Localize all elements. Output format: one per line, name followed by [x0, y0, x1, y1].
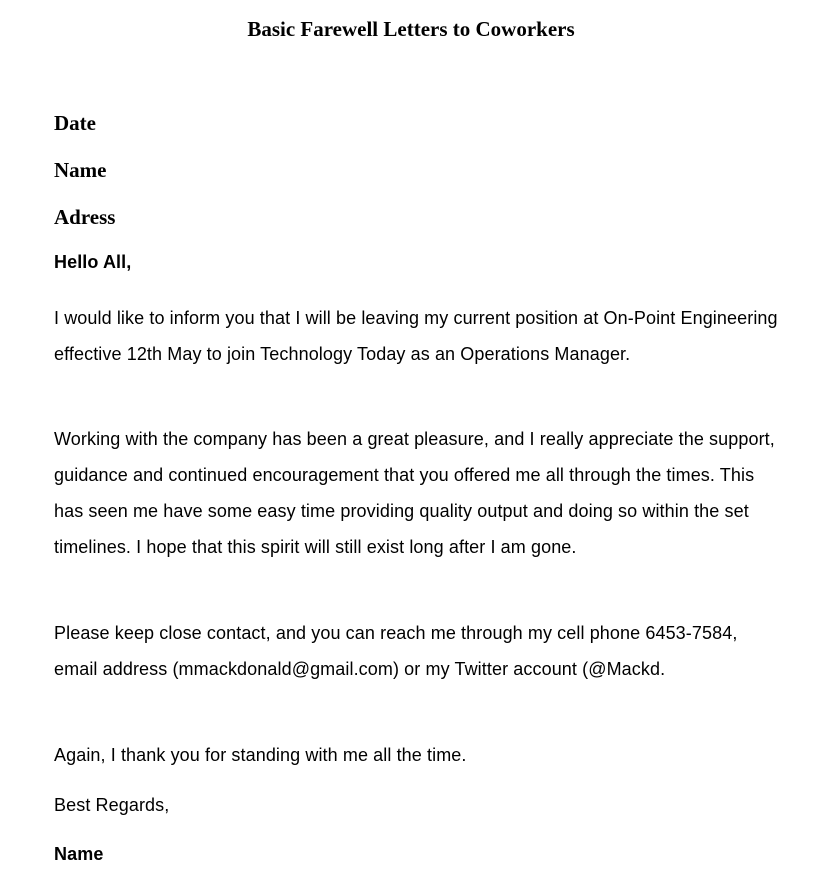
signature-name: Name [54, 844, 104, 864]
address-line: Adress [54, 205, 116, 229]
document-title: Basic Farewell Letters to Coworkers [247, 17, 575, 41]
closing: Best Regards, [54, 795, 170, 815]
paragraph-announcement: I would like to inform you that I will be leaving my current position at On-Point Engineering effective 12th May to join Technology Today as an Operations Manager. [54, 308, 778, 364]
paragraph-appreciation: Working with the company has been a great pleasure, and I really appreciate the support, guidance and continued encouragement that you offered me all through the times. This has seen me have some easy time providing quality output and doing so within the set timelines. I hope that this spirit will still exist long after I am gone. [54, 429, 775, 557]
name-line: Name [54, 158, 107, 182]
greeting: Hello All, [54, 252, 132, 272]
paragraph-thanks: Again, I thank you for standing with me all the time. [54, 745, 467, 765]
date-line: Date [54, 111, 96, 135]
paragraph-contact: Please keep close contact, and you can reach me through my cell phone 6453-7584, email address (mmackdonald@gmail.com) or my Twitter account (@Mackd. [54, 623, 738, 679]
